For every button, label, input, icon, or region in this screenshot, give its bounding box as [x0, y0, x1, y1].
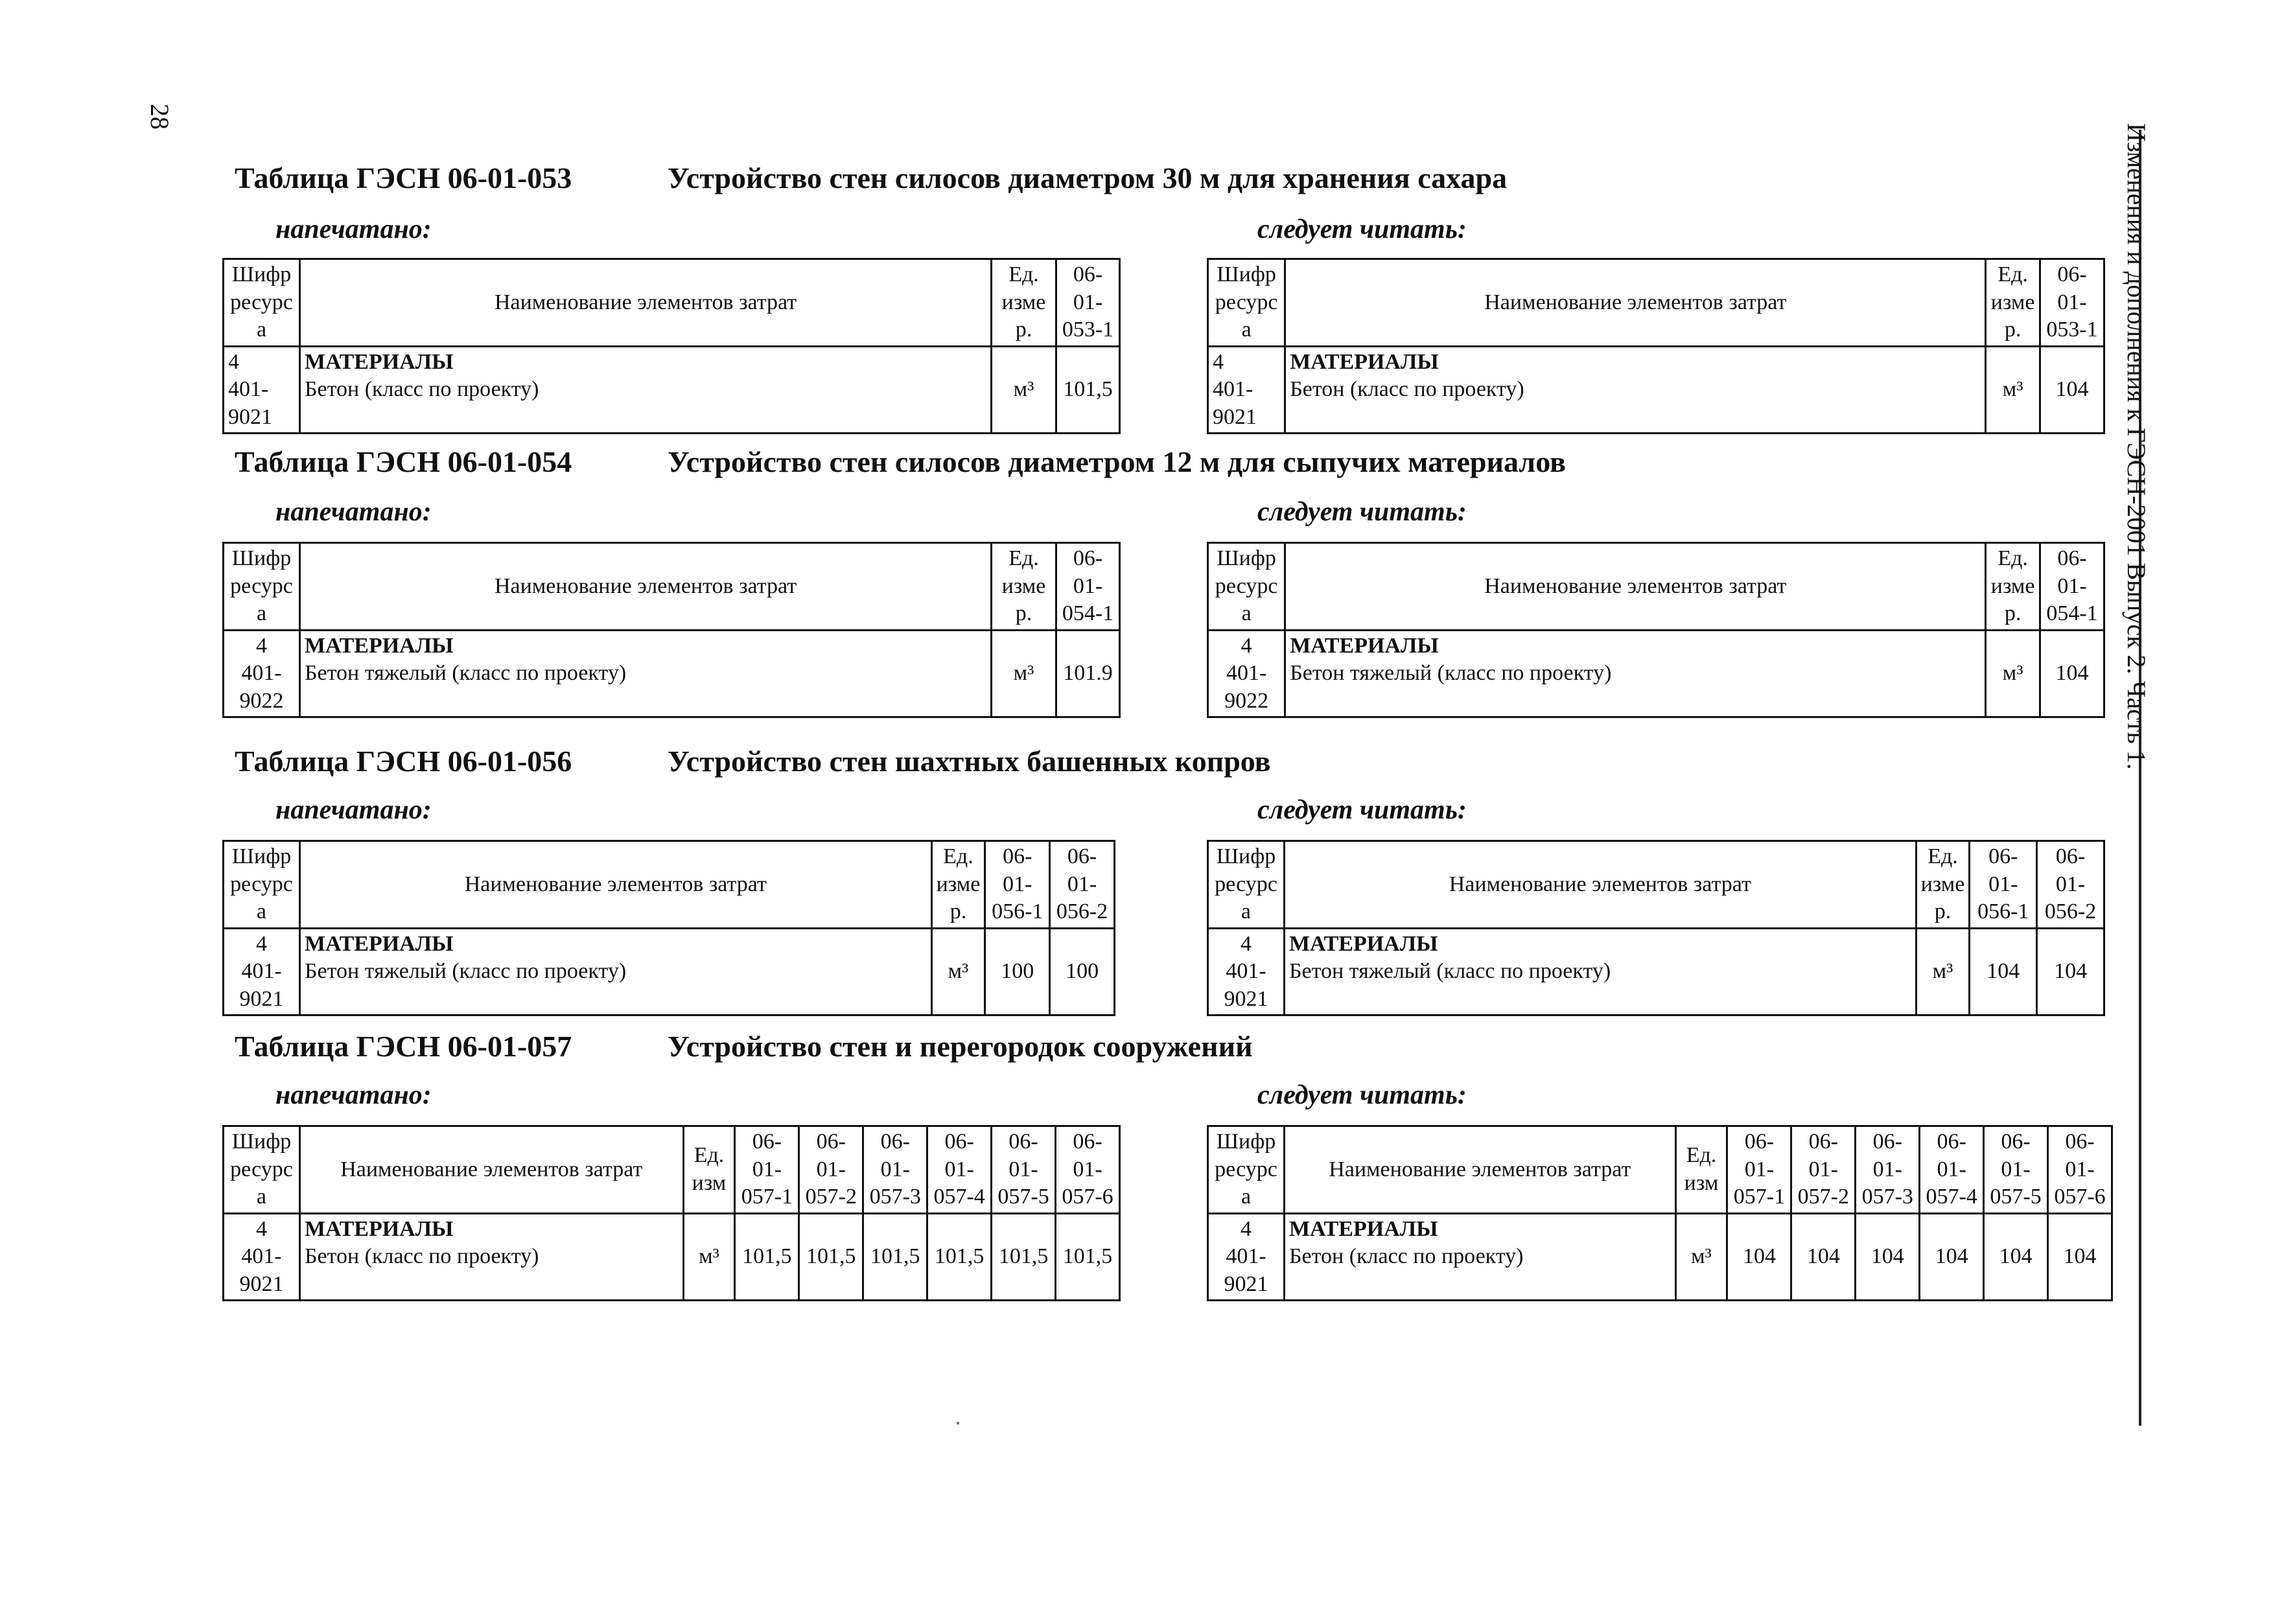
header-code-line: а [1241, 899, 1252, 923]
header-norm-line: 01- [1073, 574, 1103, 598]
table-id: Таблица ГЭСН 06-01-057 [235, 1030, 572, 1063]
resource-name-cell [1284, 928, 1916, 1015]
norm-value: 104 [1727, 1213, 1791, 1301]
resource-code-line: 401- [241, 959, 282, 983]
header-code-line: Шифр [1216, 1130, 1276, 1154]
header-norm-line: 06- [1008, 1130, 1038, 1154]
header-unit-line: Ед. [943, 844, 973, 868]
header-code-line: Шифр [231, 1130, 292, 1154]
header-unit [1675, 1126, 1727, 1214]
header-norm-line: 056-2 [2044, 899, 2097, 923]
header-norm-column [1920, 1126, 1984, 1214]
header-code-line: ресурс [230, 574, 293, 598]
header-code-line: ресурс [230, 290, 293, 314]
group-name: МАТЕРИАЛЫ [1290, 349, 1439, 374]
header-norm-column [2040, 259, 2104, 347]
header-unit-line: изм [1684, 1170, 1719, 1195]
speck [957, 1422, 959, 1424]
resource-name-cell [1285, 630, 1986, 717]
norm-value: 101,5 [927, 1213, 992, 1301]
header-row [224, 1126, 1120, 1214]
header-norm-line: 056-1 [1977, 899, 2029, 923]
header-unit [992, 543, 1056, 631]
header-norm-line: 057-3 [869, 1185, 921, 1209]
resource-name: Бетон (класс по проекту) [304, 377, 539, 401]
header-unit [1986, 543, 2040, 631]
header-unit-line: изме [936, 872, 981, 896]
resource-code-line: 401- [241, 661, 282, 685]
header-code-line: а [1241, 1185, 1252, 1209]
resource-code-line: 9021 [1224, 1271, 1268, 1296]
header-norm-line: 057-4 [933, 1185, 985, 1209]
resource-name: Бетон тяжелый (класс по проекту) [304, 959, 627, 983]
header-name: Наименование элементов затрат [299, 259, 991, 347]
header-name: Наименование элементов затрат [1285, 543, 1986, 631]
header-norm-line: 053-1 [1062, 318, 1114, 342]
header-norm-line: 06- [944, 1130, 974, 1154]
header-unit-line: Ед. [693, 1143, 725, 1168]
table-row [1208, 346, 2104, 434]
header-norm-line: 054-1 [2046, 601, 2098, 625]
header-row [1208, 543, 2104, 631]
header-unit [1986, 259, 2040, 347]
label-printed: напечатано: [275, 497, 432, 527]
resource-unit: м³ [683, 1213, 735, 1301]
header-norm-line: 057-2 [805, 1185, 857, 1209]
header-name: Наименование элементов затрат [299, 841, 931, 929]
norm-value: 100 [985, 928, 1050, 1015]
header-norm-column [1727, 1126, 1791, 1214]
header-norm-line: 06- [816, 1130, 846, 1154]
header-norm-line: 01- [816, 1157, 846, 1181]
header-code-line: ресурс [230, 1157, 293, 1181]
norm-value: 104 [1920, 1213, 1984, 1301]
header-unit [992, 259, 1056, 347]
section-title: Устройство стен силосов диаметром 12 м для сыпучих материалов [668, 445, 1566, 478]
resource-code-line: 9022 [239, 688, 284, 713]
resource-unit: м³ [1986, 346, 2040, 434]
norm-value: 104 [1970, 928, 2037, 1015]
header-unit-line: изме [1990, 574, 2035, 598]
header-code-line: ресурс [1215, 290, 1278, 314]
header-row [224, 543, 1120, 631]
header-row [1208, 1126, 2112, 1214]
header-norm-line: 06- [1872, 1130, 1902, 1154]
header-norm-line: 01- [1872, 1157, 1902, 1181]
norm-value: 104 [1984, 1213, 2048, 1301]
header-unit-line: р. [1015, 318, 1032, 342]
header-unit-line: Ед. [1998, 262, 2028, 286]
resource-code-line: 9021 [1213, 404, 1257, 429]
resource-name-cell [299, 630, 991, 717]
norm-value: 104 [2037, 928, 2104, 1015]
group-code: 4 [1241, 633, 1252, 658]
label-printed: напечатано: [275, 1080, 432, 1110]
group-name: МАТЕРИАЛЫ [1288, 931, 1438, 956]
resource-name-cell [1285, 346, 1986, 434]
resource-name: Бетон тяжелый (класс по проекту) [304, 661, 627, 685]
norm-value: 101,5 [992, 1213, 1056, 1301]
label-correct: следует читать: [1257, 215, 1467, 244]
resource-code-line: 9021 [1224, 986, 1268, 1011]
header-code-line: Шифр [1217, 546, 1276, 570]
header-norm-line: 057-6 [1062, 1185, 1113, 1209]
header-code [224, 259, 300, 347]
group-name: МАТЕРИАЛЫ [304, 633, 454, 658]
header-norm-line: 01- [1008, 1157, 1038, 1181]
header-norm-column [1970, 841, 2037, 929]
table-id: Таблица ГЭСН 06-01-053 [235, 161, 572, 194]
header-norm-column [927, 1126, 992, 1214]
header-norm-column [1056, 259, 1120, 347]
label-printed: напечатано: [275, 215, 432, 244]
resource-code-line: 401- [241, 1244, 282, 1268]
header-norm-line: 057-4 [1926, 1185, 1977, 1209]
header-name: Наименование элементов затрат [299, 543, 991, 631]
header-norm-line: 01- [2065, 1157, 2095, 1181]
group-code: 4 [255, 633, 267, 658]
header-unit-line: Ед. [1686, 1143, 1717, 1168]
header-code-line: Шифр [1216, 844, 1276, 868]
header-norm-line: 06- [880, 1130, 910, 1154]
header-norm-line: 057-6 [2054, 1185, 2106, 1209]
header-code-line: ресурс [1215, 872, 1277, 896]
header-code [1208, 543, 1285, 631]
resource-code-line: 9022 [1224, 688, 1269, 713]
header-code-line: ресурс [230, 872, 293, 896]
resource-code-line: 9021 [239, 986, 284, 1011]
resource-code [1208, 1213, 1285, 1301]
header-code-line: Шифр [231, 262, 292, 286]
header-norm-line: 06- [1808, 1130, 1838, 1154]
header-code-line: а [1241, 601, 1252, 625]
table-row [224, 630, 1120, 717]
header-norm-line: 01- [880, 1157, 910, 1181]
header-norm-column [1791, 1126, 1856, 1214]
header-code-line: ресурс [1215, 574, 1278, 598]
header-code-line: ресурс [1215, 1157, 1277, 1181]
group-code: 4 [255, 1216, 267, 1241]
header-norm-line: 06- [1937, 1130, 1966, 1154]
table-correct [1207, 1125, 2113, 1301]
header-norm-line: 06- [1073, 546, 1103, 570]
resource-code-line: 401- [1226, 959, 1266, 983]
header-name: Наименование элементов затрат [1285, 259, 1986, 347]
norm-value: 101,5 [799, 1213, 863, 1301]
header-norm-line: 01- [1067, 872, 1097, 896]
header-row [224, 259, 1120, 347]
resource-unit: м³ [1986, 630, 2040, 717]
header-norm-column [2048, 1126, 2112, 1214]
norm-value: 101,5 [1056, 1213, 1120, 1301]
group-name: МАТЕРИАЛЫ [1288, 1216, 1438, 1241]
resource-name-cell [1284, 1213, 1675, 1301]
header-norm-line: 053-1 [2046, 318, 2098, 342]
header-norm-line: 01- [2057, 574, 2087, 598]
header-code-line: Шифр [231, 546, 292, 570]
resource-code-line: 9021 [228, 404, 272, 429]
header-norm-column [1856, 1126, 1920, 1214]
header-norm-line: 054-1 [1062, 601, 1114, 625]
header-norm-line: 06- [1073, 1130, 1102, 1154]
header-unit-line: изме [1920, 872, 1965, 896]
header-norm-line: 057-1 [1733, 1185, 1786, 1209]
table-correct [1207, 840, 2105, 1016]
resource-name: Бетон (класс по проекту) [304, 1244, 539, 1268]
header-norm-line: 06- [1073, 262, 1103, 286]
norm-value: 104 [2048, 1213, 2112, 1301]
header-norm-column [863, 1126, 927, 1214]
header-unit [931, 841, 985, 929]
header-code [224, 841, 300, 929]
header-row [1208, 841, 2104, 929]
table-row [1208, 1213, 2112, 1301]
norm-value: 104 [1791, 1213, 1856, 1301]
header-name: Наименование элементов затрат [1284, 841, 1916, 929]
header-norm-line: 056-2 [1056, 899, 1108, 923]
header-unit [1916, 841, 1970, 929]
norm-value: 101,5 [735, 1213, 799, 1301]
header-code [1208, 841, 1285, 929]
table-row [224, 1213, 1120, 1301]
resource-code [224, 346, 300, 434]
resource-unit: м³ [1675, 1213, 1727, 1301]
label-correct: следует читать: [1257, 497, 1467, 527]
group-name: МАТЕРИАЛЫ [304, 931, 454, 956]
header-code-line: а [256, 601, 267, 625]
header-norm-line: 06- [2057, 262, 2087, 286]
header-norm-line: 06- [2065, 1130, 2095, 1154]
header-code-line: а [256, 899, 267, 923]
header-unit-line: р. [950, 899, 967, 923]
header-norm-column [1056, 1126, 1120, 1214]
header-code-line: а [256, 1185, 267, 1209]
header-norm-line: 057-5 [1990, 1185, 2042, 1209]
table-id: Таблица ГЭСН 06-01-056 [235, 745, 572, 778]
norm-value: 101,5 [1056, 346, 1120, 434]
header-norm-line: 06- [2055, 844, 2086, 868]
table-row [1208, 630, 2104, 717]
header-unit-line: р. [1015, 601, 1032, 625]
header-unit-line: Ед. [1928, 844, 1958, 868]
resource-unit: м³ [931, 928, 985, 1015]
group-code: 4 [255, 931, 267, 956]
table-id: Таблица ГЭСН 06-01-054 [235, 445, 572, 478]
header-row [1208, 259, 2104, 347]
header-norm-column [1050, 841, 1115, 929]
header-unit-line: изме [1001, 574, 1046, 598]
resource-code [1208, 928, 1285, 1015]
header-norm-line: 057-3 [1861, 1185, 1913, 1209]
header-norm-column [799, 1126, 863, 1214]
header-norm-line: 01- [2057, 290, 2087, 314]
group-code: 4 [228, 349, 239, 374]
header-norm-line: 056-1 [992, 899, 1043, 923]
header-norm-line: 06- [1744, 1130, 1775, 1154]
table-printed [222, 840, 1115, 1016]
header-unit-line: Ед. [1998, 546, 2028, 570]
resource-name-cell [299, 346, 991, 434]
header-norm-line: 01- [1744, 1157, 1775, 1181]
resource-code [224, 1213, 300, 1301]
header-norm-line: 01- [752, 1157, 782, 1181]
resource-code [1208, 630, 1285, 717]
side-header-text: Изменения и дополнения к ГЭСН-2001 Выпуск 2. Часть 1. [2122, 123, 2151, 770]
table-correct [1207, 258, 2105, 434]
group-name: МАТЕРИАЛЫ [304, 1216, 454, 1241]
header-norm-line: 06- [1003, 844, 1032, 868]
norm-value: 100 [1050, 928, 1115, 1015]
resource-name-cell [299, 1213, 683, 1301]
resource-unit: м³ [992, 346, 1056, 434]
section-title: Устройство стен и перегородок сооружений [668, 1030, 1253, 1063]
header-unit-line: изме [1990, 290, 2035, 314]
resource-code [224, 630, 300, 717]
table-correct [1207, 542, 2105, 718]
header-norm-line: 01- [1073, 290, 1103, 314]
header-norm-column [735, 1126, 799, 1214]
header-norm-line: 01- [2055, 872, 2086, 896]
resource-code [224, 928, 300, 1015]
header-code [224, 543, 300, 631]
header-norm-column [992, 1126, 1056, 1214]
resource-unit: м³ [992, 630, 1056, 717]
header-name: Наименование элементов затрат [299, 1126, 683, 1214]
resource-code-line: 401- [1213, 377, 1253, 401]
header-row [224, 841, 1115, 929]
header-code-line: а [256, 318, 267, 342]
section-title: Устройство стен шахтных башенных копров [668, 745, 1271, 778]
header-unit-line: изм [692, 1170, 727, 1195]
group-code: 4 [1213, 349, 1224, 374]
table-row [1208, 928, 2104, 1015]
header-norm-line: 057-2 [1797, 1185, 1849, 1209]
header-norm-line: 057-1 [741, 1185, 793, 1209]
norm-value: 104 [2040, 346, 2104, 434]
header-norm-column [2040, 543, 2104, 631]
header-code [224, 1126, 300, 1214]
header-norm-column [1056, 543, 1120, 631]
header-norm-line: 06- [2001, 1130, 2031, 1154]
label-correct: следует читать: [1257, 1080, 1467, 1110]
resource-name-cell [299, 928, 931, 1015]
norm-value: 101.9 [1056, 630, 1120, 717]
norm-value: 104 [2040, 630, 2104, 717]
norm-value: 101,5 [863, 1213, 927, 1301]
resource-code [1208, 346, 1285, 434]
header-norm-column [2037, 841, 2104, 929]
resource-code-line: 401- [228, 377, 269, 401]
header-code-line: Шифр [1217, 262, 1276, 286]
resource-name: Бетон (класс по проекту) [1288, 1244, 1524, 1268]
header-unit-line: изме [1001, 290, 1046, 314]
resource-name: Бетон (класс по проекту) [1290, 377, 1524, 401]
resource-name: Бетон тяжелый (класс по проекту) [1288, 959, 1611, 983]
header-norm-line: 06- [1988, 844, 2018, 868]
header-unit [683, 1126, 735, 1214]
section-title: Устройство стен силосов диаметром 30 м для хранения сахара [668, 161, 1508, 194]
header-norm-line: 06- [1067, 844, 1097, 868]
label-correct: следует читать: [1257, 795, 1467, 825]
header-norm-line: 01- [1988, 872, 2018, 896]
header-norm-line: 06- [2057, 546, 2087, 570]
header-norm-column [1984, 1126, 2048, 1214]
resource-code-line: 9021 [239, 1271, 284, 1296]
header-norm-line: 01- [1073, 1157, 1102, 1181]
group-code: 4 [1240, 931, 1252, 956]
group-name: МАТЕРИАЛЫ [1290, 633, 1439, 658]
header-norm-line: 01- [1003, 872, 1032, 896]
group-name: МАТЕРИАЛЫ [304, 349, 454, 374]
resource-code-line: 401- [1226, 1244, 1266, 1268]
header-code [1208, 1126, 1285, 1214]
page-number: 28 [145, 104, 174, 130]
header-norm-line: 01- [944, 1157, 974, 1181]
header-norm-line: 01- [1808, 1157, 1838, 1181]
header-norm-line: 06- [752, 1130, 782, 1154]
header-unit-line: р. [2004, 318, 2022, 342]
header-unit-line: Ед. [1008, 262, 1039, 286]
table-printed [222, 542, 1121, 718]
header-norm-column [985, 841, 1050, 929]
resource-name: Бетон тяжелый (класс по проекту) [1290, 661, 1612, 685]
header-norm-line: 057-5 [997, 1185, 1049, 1209]
header-unit-line: р. [2004, 601, 2022, 625]
header-unit-line: р. [1934, 899, 1952, 923]
norm-value: 104 [1856, 1213, 1920, 1301]
resource-unit: м³ [1916, 928, 1970, 1015]
header-name: Наименование элементов затрат [1284, 1126, 1675, 1214]
header-code-line: Шифр [231, 844, 292, 868]
header-norm-line: 01- [2001, 1157, 2031, 1181]
label-printed: напечатано: [275, 795, 432, 825]
group-code: 4 [1240, 1216, 1252, 1241]
header-unit-line: Ед. [1008, 546, 1039, 570]
header-code [1208, 259, 1285, 347]
header-code-line: а [1241, 318, 1252, 342]
table-row [224, 928, 1115, 1015]
resource-code-line: 401- [1226, 661, 1267, 685]
side-header [2114, 0, 2185, 1426]
table-printed [222, 258, 1121, 434]
table-row [224, 346, 1120, 434]
table-printed [222, 1125, 1121, 1301]
header-norm-line: 01- [1937, 1157, 1966, 1181]
